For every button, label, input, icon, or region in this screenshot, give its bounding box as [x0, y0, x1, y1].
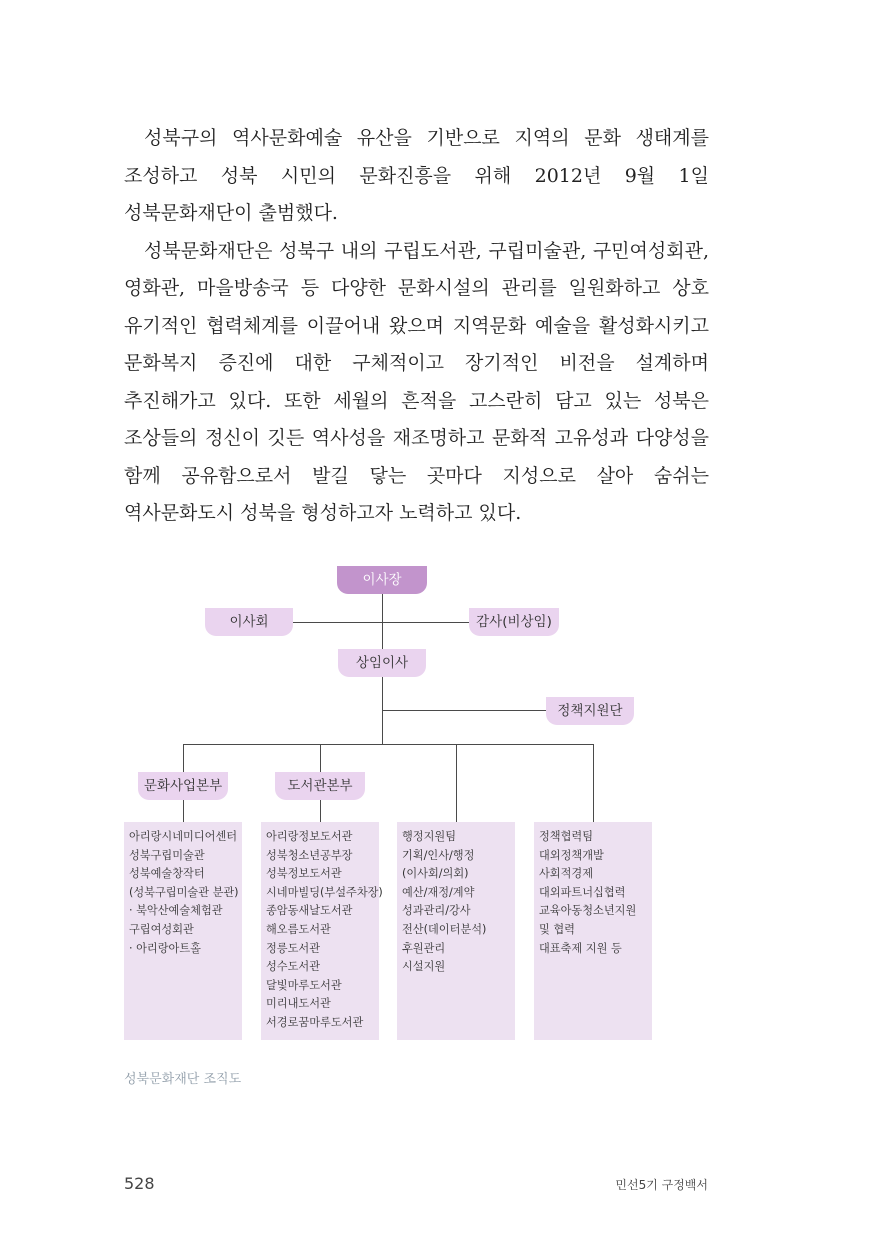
list-item: 사회적경제 [539, 867, 594, 881]
list-item: 서경로꿈마루도서관 [266, 1015, 364, 1029]
list-item: 후원관리 [402, 941, 446, 955]
connector-line [183, 800, 184, 822]
library-division-box: 도서관본부 [275, 772, 365, 800]
auditor-box: 감사(비상임) [469, 608, 559, 636]
list-item: 성북구립미술관 [129, 848, 205, 862]
list-item: 성북정보도서관 [266, 867, 342, 881]
book-title: 민선5기 구정백서 [615, 1178, 708, 1192]
connector-line [320, 744, 321, 772]
admin-support-list [397, 822, 515, 1040]
policy-cooperation-list [534, 822, 652, 1040]
connector-line [456, 744, 457, 822]
body-text [124, 120, 709, 533]
list-item: 시네마빌딩(부설주차장) [266, 885, 383, 899]
policy-support-box: 정책지원단 [546, 697, 634, 725]
chairman-box: 이사장 [337, 566, 427, 594]
list-item: 성북예술창작터 [129, 867, 205, 881]
list-item: 정책협력팀 [539, 830, 594, 843]
list-item: 성북청소년공부장 [266, 848, 353, 862]
library-list [261, 822, 383, 1040]
list-item: (성북구립미술관 분관) [129, 885, 239, 899]
list-item: 행정지원팀 [402, 830, 457, 843]
standing-director-box: 상임이사 [338, 649, 426, 677]
connector-line [593, 744, 594, 822]
list-item: 종암동새날도서관 [266, 904, 353, 918]
list-item: 구립여성회관 [129, 922, 194, 936]
figure-caption: 성북문화재단 조직도 [124, 1072, 242, 1087]
list-item: 미리내도서관 [266, 997, 331, 1011]
list-item: 대외파트너십협력 [539, 885, 626, 899]
list-item: 대외정책개발 [539, 848, 604, 862]
connector-line [292, 622, 470, 623]
org-chart [0, 560, 886, 1060]
list-item: 예산/재정/계약 [402, 885, 475, 899]
list-item: 아리랑시네미디어센터 [129, 830, 238, 843]
culture-division-box: 문화사업본부 [138, 772, 228, 800]
list-item: 및 협력 [539, 922, 575, 936]
list-item: · 북악산예술체험관 [129, 904, 223, 918]
connector-line [183, 744, 593, 745]
culture-facilities-list [124, 822, 242, 1040]
connector-line [320, 800, 321, 822]
connector-line [382, 710, 547, 711]
list-item: 시설지원 [402, 960, 446, 974]
list-item: 해오름도서관 [266, 922, 331, 936]
paragraph-1: 성북구의 역사문화예술 유산을 기반으로 지역의 문화 생태계를 조성하고 성북 시민의 문화진흥을 위해 2012년 9월 1일 성북문화재단이 출범했다. [124, 127, 709, 224]
list-item: 성수도서관 [266, 960, 321, 974]
list-item: 아리랑정보도서관 [266, 830, 353, 843]
list-item: (이사회/의회) [402, 867, 469, 881]
list-item: · 아리랑아트홀 [129, 941, 201, 955]
paragraph-2: 성북문화재단은 성북구 내의 구립도서관, 구립미술관, 구민여성회관, 영화관, 마을방송국 등 다양한 문화시설의 관리를 일원화하고 상호 유기적인 협력체계를 이끌어내 왔으며 지역문화 예술을 활성화시키고 문화복지 증진에 대한 구체적이고 장기적인 비전을 설계하며 추진해가고 있다. 또한 세월의 흔적을 고스란히 담고 있는 성북은 조상들의 정신이 깃든 역사성을 재조명하고 문화적 고유성과 다양성을 함께 공유함으로서 발길 닿는 곳마다 지성으로 살아 숨쉬는 역사문화도시 성북을 형성하고자 노력하고 있다. [124, 239, 709, 524]
list-item: 전산(데이터분석) [402, 922, 487, 936]
list-item: 교육아동청소년지원 [539, 904, 637, 918]
list-item: 대표축제 지원 등 [539, 941, 622, 955]
connector-line [183, 744, 184, 772]
list-item: 기획/인사/행정 [402, 848, 475, 862]
board-box: 이사회 [205, 608, 293, 636]
list-item: 정릉도서관 [266, 941, 321, 955]
page-number: 528 [124, 1174, 155, 1193]
list-item: 성과관리/강사 [402, 904, 471, 918]
list-item: 달빛마루도서관 [266, 978, 342, 992]
